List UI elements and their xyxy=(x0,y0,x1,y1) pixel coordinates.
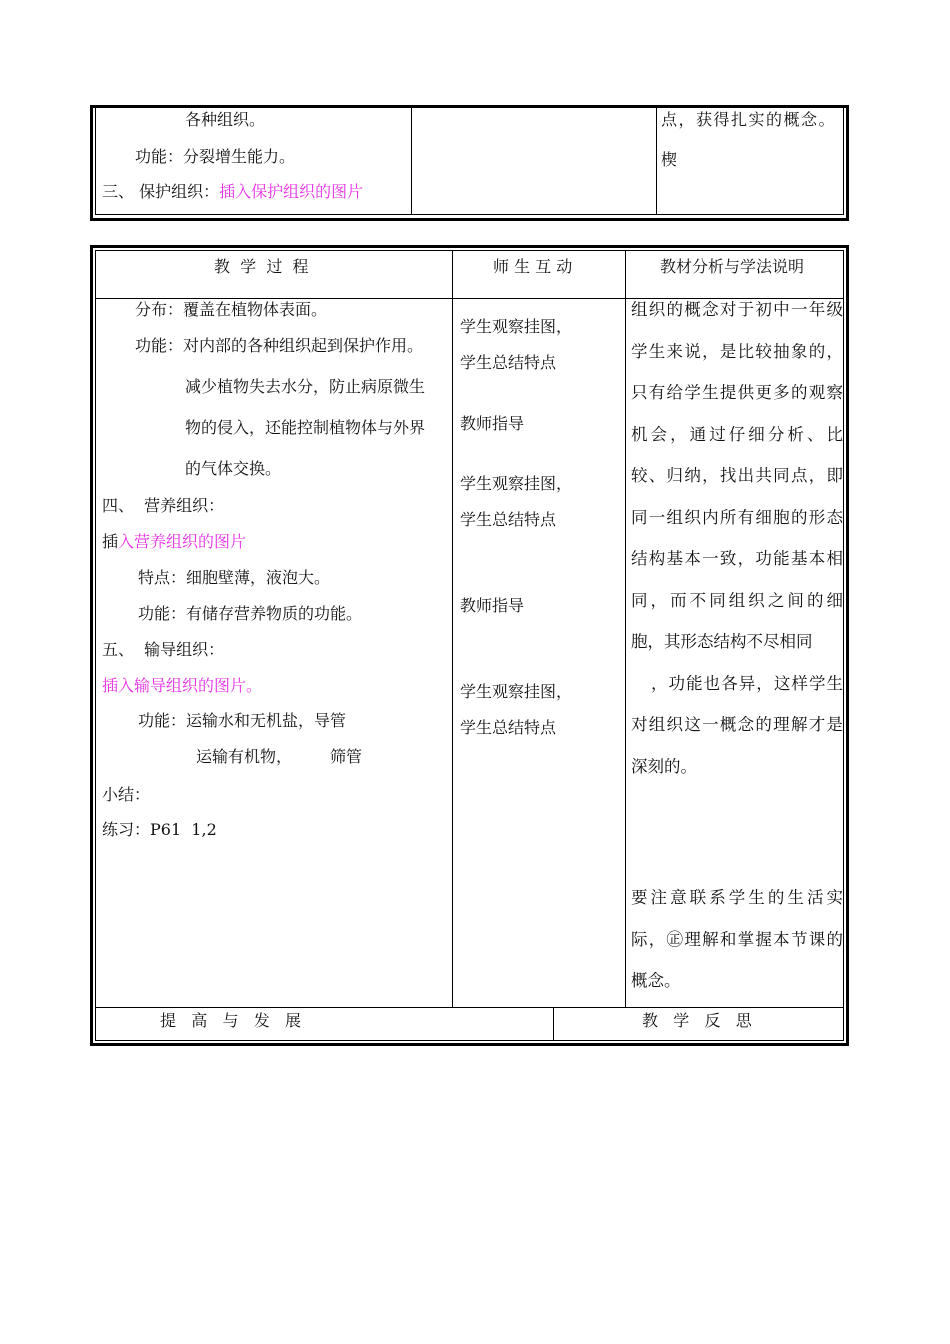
process-insert4-pink: 入营养组织的图片 xyxy=(118,532,247,551)
top-col1-line3-insert: 插入保护组织的图片 xyxy=(219,182,364,201)
process-insert4 xyxy=(102,532,246,552)
top-col3-line2: 楔 xyxy=(661,150,678,169)
process-insert5: 插入输导组织的图片。 xyxy=(102,676,263,695)
process-function1: 功能：对内部的各种组织起到保护作用。 xyxy=(135,336,424,355)
header-process-label: 教 学 过 程 xyxy=(214,257,309,276)
top-col1-line3-prefix: 三、 保护组织： xyxy=(102,182,220,201)
interaction-g3-a: 学生观察挂图， xyxy=(460,682,573,701)
analysis-para1 xyxy=(631,289,843,787)
process-function3-b2: 筛管 xyxy=(330,747,363,766)
process-distribution: 分布：覆盖在植物体表面。 xyxy=(135,300,328,319)
process-exercise: 练习：P61 1,2 xyxy=(102,820,217,839)
interaction-g1-b: 学生总结特点 xyxy=(460,353,557,372)
interaction-g1-a: 学生观察挂图， xyxy=(460,317,573,336)
footer-reflect: 教 学 反 思 xyxy=(642,1011,752,1030)
process-insert4-prefix: 插 xyxy=(102,532,119,551)
process-function3: 功能：运输水和无机盐，导管 xyxy=(138,711,347,730)
analysis-para2: 要注意联系学生的生活实际，㊣理解和掌握本节课的概念。 xyxy=(631,888,843,990)
header-interaction: 师 生 互 动 xyxy=(493,257,573,276)
top-col1-line2: 功能：分裂增生能力。 xyxy=(135,147,296,166)
process-function1-b: 减少植物失去水分，防止病原微生 xyxy=(185,377,426,396)
process-function2: 功能：有储存营养物质的功能。 xyxy=(138,604,363,623)
footer-improve: 提 高 与 发 展 xyxy=(160,1011,302,1030)
col-divider-1 xyxy=(452,251,453,1007)
interaction-g3-b: 学生总结特点 xyxy=(460,718,557,737)
interaction-t2: 教师指导 xyxy=(460,596,525,615)
top-col1-line3 xyxy=(102,182,363,202)
process-function3-b1: 运输有机物， xyxy=(196,747,293,766)
top-col1-line1: 各种组织。 xyxy=(185,110,266,129)
top-table-divider-2 xyxy=(656,108,657,214)
header-analysis: 教材分析与学法说明 xyxy=(660,257,805,276)
top-col3-line1: 点，获得扎实的概念。 xyxy=(661,110,837,129)
col-divider-2 xyxy=(625,251,626,1007)
interaction-g2-a: 学生观察挂图， xyxy=(460,474,573,493)
process-function1-c: 物的侵入，还能控制植物体与外界 xyxy=(185,418,426,437)
interaction-t1: 教师指导 xyxy=(460,414,525,433)
process-function1-d: 的气体交换。 xyxy=(185,459,282,478)
analysis-para1-main: 组织的概念对于初中一年级学生来说，是比较抽象的，只有给学生提供更多的观察机会，通过仔细分析、比较、归纳，找出共同点，即同一组织内所有细胞的形态结构基本一致，功能基本相同，而不同组织之间的细胞，其形态结构不尽相同 xyxy=(631,300,843,651)
footer-row-divider xyxy=(96,1007,843,1008)
interaction-g2-b: 学生总结特点 xyxy=(460,510,557,529)
analysis-para1-tail: ，功能也各异，这样学生对组织这一概念的理解才是深刻的。 xyxy=(631,673,843,776)
process-section5: 五、 输导组织： xyxy=(102,640,225,659)
process-summary: 小结： xyxy=(102,785,151,804)
footer-col-divider xyxy=(553,1007,554,1040)
process-feature: 特点：细胞壁薄，液泡大。 xyxy=(138,568,331,587)
top-table-divider-1 xyxy=(411,108,412,214)
process-section4: 四、 营养组织： xyxy=(102,496,225,515)
header-process xyxy=(214,257,309,277)
